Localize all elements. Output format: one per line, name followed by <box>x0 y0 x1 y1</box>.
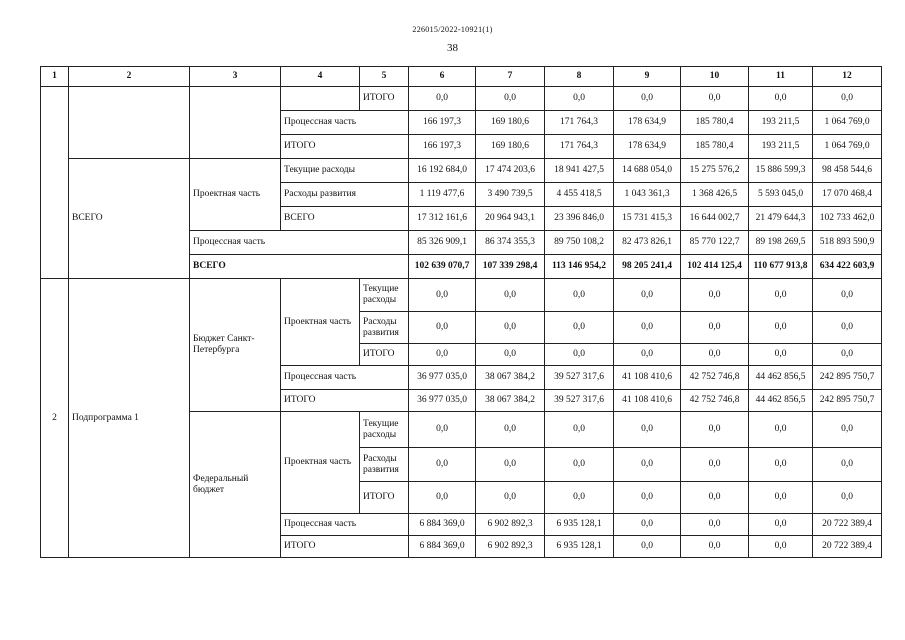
value-cell: 102 733 462,0 <box>813 207 882 231</box>
value-cell: 0,0 <box>749 312 813 344</box>
value-cell: 6 935 128,1 <box>545 514 614 536</box>
value-cell: 3 490 739,5 <box>476 183 545 207</box>
value-cell: 38 067 384,2 <box>476 390 545 412</box>
column-header: 11 <box>749 67 813 87</box>
value-cell: 0,0 <box>614 536 681 558</box>
row-label: ИТОГО <box>360 87 409 111</box>
name-cell: Подпрограмма 1 <box>69 279 190 558</box>
value-cell: 16 644 002,7 <box>681 207 749 231</box>
value-cell: 0,0 <box>476 279 545 312</box>
row-label: Расходы развития <box>360 448 409 482</box>
value-cell: 0,0 <box>749 536 813 558</box>
value-cell: 0,0 <box>476 482 545 514</box>
value-cell: 36 977 035,0 <box>409 366 476 390</box>
row-label: ИТОГО <box>281 390 409 412</box>
value-cell: 0,0 <box>545 87 614 111</box>
section-cell: Проектная часть <box>281 279 360 366</box>
row-label: Текущие расходы <box>281 159 409 183</box>
value-cell: 0,0 <box>545 312 614 344</box>
row-label: ИТОГО <box>360 344 409 366</box>
value-cell: 0,0 <box>681 514 749 536</box>
value-cell: 0,0 <box>813 344 882 366</box>
column-header: 2 <box>69 67 190 87</box>
source-cell: Бюджет Санкт-Петербурга <box>190 279 281 412</box>
value-cell: 0,0 <box>749 412 813 448</box>
row-label: Текущие расходы <box>360 412 409 448</box>
value-cell: 169 180,6 <box>476 135 545 159</box>
value-cell: 0,0 <box>545 344 614 366</box>
row-label: Текущие расходы <box>360 279 409 312</box>
value-cell: 15 731 415,3 <box>614 207 681 231</box>
value-cell: 166 197,3 <box>409 135 476 159</box>
value-cell: 39 527 317,6 <box>545 390 614 412</box>
value-cell: 0,0 <box>476 312 545 344</box>
column-header: 5 <box>360 67 409 87</box>
value-cell: 20 964 943,1 <box>476 207 545 231</box>
column-header: 12 <box>813 67 882 87</box>
value-cell: 20 722 389,4 <box>813 514 882 536</box>
row-label: Расходы развития <box>281 183 409 207</box>
value-cell: 0,0 <box>409 312 476 344</box>
value-cell: 0,0 <box>813 448 882 482</box>
value-cell: 113 146 954,2 <box>545 255 614 279</box>
value-cell: 0,0 <box>545 482 614 514</box>
column-header: 4 <box>281 67 360 87</box>
value-cell: 171 764,3 <box>545 135 614 159</box>
value-cell: 1 368 426,5 <box>681 183 749 207</box>
table-row <box>41 159 882 183</box>
row-label: ИТОГО <box>281 135 409 159</box>
value-cell: 0,0 <box>813 87 882 111</box>
value-cell: 102 414 125,4 <box>681 255 749 279</box>
value-cell: 0,0 <box>409 448 476 482</box>
value-cell: 0,0 <box>749 482 813 514</box>
value-cell: 193 211,5 <box>749 135 813 159</box>
row-label: ВСЕГО <box>281 207 409 231</box>
value-cell: 85 326 909,1 <box>409 231 476 255</box>
value-cell: 42 752 746,8 <box>681 390 749 412</box>
value-cell: 0,0 <box>545 412 614 448</box>
row-label: Расходы развития <box>360 312 409 344</box>
value-cell: 634 422 603,9 <box>813 255 882 279</box>
value-cell: 0,0 <box>614 482 681 514</box>
value-cell: 518 893 590,9 <box>813 231 882 255</box>
name-cell: ВСЕГО <box>69 159 190 279</box>
column-header: 1 <box>41 67 69 87</box>
column-header: 10 <box>681 67 749 87</box>
value-cell: 0,0 <box>813 412 882 448</box>
row-label: Процессная часть <box>281 514 409 536</box>
value-cell: 110 677 913,8 <box>749 255 813 279</box>
value-cell: 6 884 369,0 <box>409 536 476 558</box>
value-cell: 178 634,9 <box>614 135 681 159</box>
section-cell: Проектная часть <box>281 412 360 514</box>
table-row <box>41 87 882 111</box>
name-cell <box>69 87 190 159</box>
value-cell: 0,0 <box>681 87 749 111</box>
value-cell: 0,0 <box>545 279 614 312</box>
value-cell: 89 198 269,5 <box>749 231 813 255</box>
value-cell: 15 275 576,2 <box>681 159 749 183</box>
value-cell: 242 895 750,7 <box>813 366 882 390</box>
value-cell: 41 108 410,6 <box>614 390 681 412</box>
value-cell: 0,0 <box>614 448 681 482</box>
value-cell: 0,0 <box>681 312 749 344</box>
value-cell: 0,0 <box>614 312 681 344</box>
value-cell: 44 462 856,5 <box>749 390 813 412</box>
column-header: 6 <box>409 67 476 87</box>
value-cell: 17 474 203,6 <box>476 159 545 183</box>
value-cell: 0,0 <box>681 482 749 514</box>
value-cell: 6 902 892,3 <box>476 514 545 536</box>
value-cell: 16 192 684,0 <box>409 159 476 183</box>
row-label: ИТОГО <box>360 482 409 514</box>
value-cell: 0,0 <box>681 536 749 558</box>
value-cell: 89 750 108,2 <box>545 231 614 255</box>
value-cell: 6 935 128,1 <box>545 536 614 558</box>
row-label: Процессная часть <box>281 366 409 390</box>
value-cell: 85 770 122,7 <box>681 231 749 255</box>
document-id: 226015/2022-10921(1) <box>412 25 493 34</box>
source-cell: Федеральный бюджет <box>190 412 281 558</box>
value-cell: 98 458 544,6 <box>813 159 882 183</box>
value-cell: 0,0 <box>614 412 681 448</box>
value-cell: 1 043 361,3 <box>614 183 681 207</box>
value-cell: 5 593 045,0 <box>749 183 813 207</box>
value-cell: 17 312 161,6 <box>409 207 476 231</box>
value-cell: 0,0 <box>409 87 476 111</box>
value-cell: 44 462 856,5 <box>749 366 813 390</box>
value-cell: 0,0 <box>749 279 813 312</box>
column-header: 7 <box>476 67 545 87</box>
value-cell: 0,0 <box>749 448 813 482</box>
value-cell: 0,0 <box>476 87 545 111</box>
column-header: 8 <box>545 67 614 87</box>
table-row <box>41 279 882 312</box>
section-cell <box>281 87 360 111</box>
value-cell: 0,0 <box>681 412 749 448</box>
value-cell: 166 197,3 <box>409 111 476 135</box>
value-cell: 0,0 <box>614 87 681 111</box>
value-cell: 185 780,4 <box>681 135 749 159</box>
value-cell: 6 902 892,3 <box>476 536 545 558</box>
row-label: ИТОГО <box>281 536 409 558</box>
value-cell: 171 764,3 <box>545 111 614 135</box>
value-cell: 14 688 054,0 <box>614 159 681 183</box>
value-cell: 169 180,6 <box>476 111 545 135</box>
value-cell: 0,0 <box>749 87 813 111</box>
value-cell: 6 884 369,0 <box>409 514 476 536</box>
value-cell: 20 722 389,4 <box>813 536 882 558</box>
value-cell: 0,0 <box>476 412 545 448</box>
row-label: Процессная часть <box>190 231 409 255</box>
value-cell: 0,0 <box>409 279 476 312</box>
page-number: 38 <box>447 42 458 54</box>
value-cell: 1 119 477,6 <box>409 183 476 207</box>
budget-table <box>40 66 882 558</box>
value-cell: 0,0 <box>813 482 882 514</box>
value-cell: 23 396 846,0 <box>545 207 614 231</box>
value-cell: 0,0 <box>681 279 749 312</box>
value-cell: 36 977 035,0 <box>409 390 476 412</box>
value-cell: 0,0 <box>476 344 545 366</box>
value-cell: 38 067 384,2 <box>476 366 545 390</box>
value-cell: 17 070 468,4 <box>813 183 882 207</box>
value-cell: 0,0 <box>813 312 882 344</box>
value-cell: 0,0 <box>681 344 749 366</box>
value-cell: 0,0 <box>409 344 476 366</box>
value-cell: 1 064 769,0 <box>813 135 882 159</box>
value-cell: 0,0 <box>476 448 545 482</box>
row-number-cell <box>41 87 69 279</box>
value-cell: 185 780,4 <box>681 111 749 135</box>
value-cell: 82 473 826,1 <box>614 231 681 255</box>
value-cell: 0,0 <box>409 482 476 514</box>
value-cell: 107 339 298,4 <box>476 255 545 279</box>
value-cell: 18 941 427,5 <box>545 159 614 183</box>
value-cell: 0,0 <box>749 514 813 536</box>
value-cell: 39 527 317,6 <box>545 366 614 390</box>
row-label: ВСЕГО <box>190 255 409 279</box>
value-cell: 0,0 <box>813 279 882 312</box>
header-row <box>41 67 882 87</box>
column-header: 9 <box>614 67 681 87</box>
value-cell: 86 374 355,3 <box>476 231 545 255</box>
column-header: 3 <box>190 67 281 87</box>
value-cell: 102 639 070,7 <box>409 255 476 279</box>
value-cell: 21 479 644,3 <box>749 207 813 231</box>
row-label: Процессная часть <box>281 111 409 135</box>
value-cell: 0,0 <box>409 412 476 448</box>
value-cell: 0,0 <box>681 448 749 482</box>
value-cell: 4 455 418,5 <box>545 183 614 207</box>
value-cell: 0,0 <box>614 344 681 366</box>
source-cell <box>190 87 281 159</box>
value-cell: 178 634,9 <box>614 111 681 135</box>
value-cell: 242 895 750,7 <box>813 390 882 412</box>
value-cell: 42 752 746,8 <box>681 366 749 390</box>
value-cell: 0,0 <box>545 448 614 482</box>
value-cell: 0,0 <box>614 279 681 312</box>
value-cell: 0,0 <box>614 514 681 536</box>
value-cell: 1 064 769,0 <box>813 111 882 135</box>
value-cell: 41 108 410,6 <box>614 366 681 390</box>
value-cell: 98 205 241,4 <box>614 255 681 279</box>
row-number-cell: 2 <box>41 279 69 558</box>
value-cell: 15 886 599,3 <box>749 159 813 183</box>
source-cell: Проектная часть <box>190 159 281 231</box>
value-cell: 193 211,5 <box>749 111 813 135</box>
value-cell: 0,0 <box>749 344 813 366</box>
